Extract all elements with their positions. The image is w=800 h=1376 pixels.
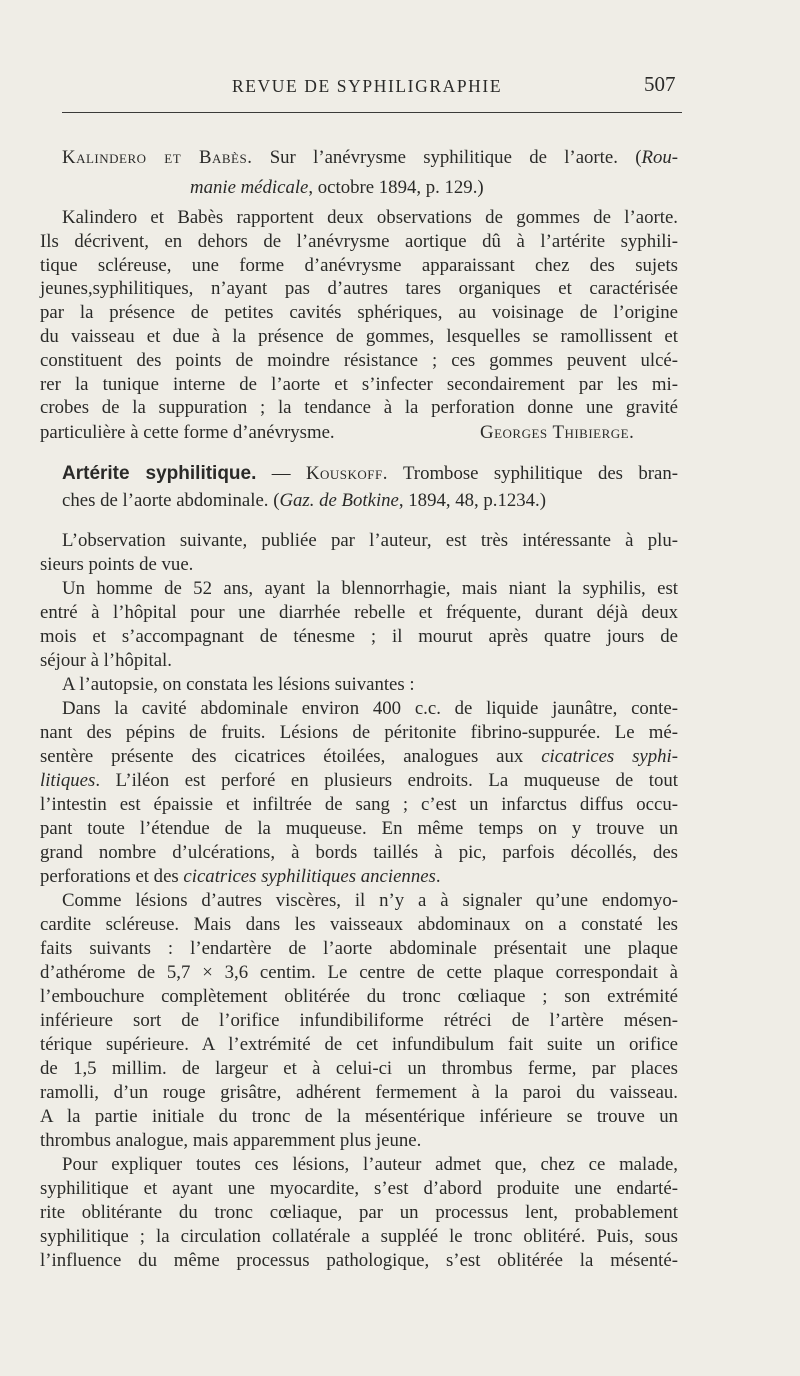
article2-body-line: litiques. L’iléon est perforé en plusieurs endroits. La muqueuse de tout	[40, 770, 678, 791]
article2-body-line: l’influence du même processus pathologique, s’est oblitérée la mésenté-	[40, 1250, 678, 1271]
article2-body-line: Dans la cavité abdominale environ 400 c.c. de liquide jaunâtre, conte-	[62, 698, 678, 719]
article2-body-line: inférieure sort de l’orifice infundibiliforme rétréci de l’artère mésen-	[40, 1010, 678, 1031]
article1-title-line2	[190, 176, 484, 200]
article2-body-line: A la partie initiale du tronc de la mésentérique inférieure se trouve un	[40, 1106, 678, 1127]
article2-title-text: Trombose syphilitique des bran-	[387, 463, 678, 484]
article1-body-line: constituent des points de moindre résistance ; ces gommes peuvent ulcé-	[40, 349, 678, 371]
article1-body-line: Ils décrivent, en dehors de l’anévrysme aortique dû à l’artérite syphili-	[40, 230, 678, 252]
article1-body-line: rer la tunique interne de l’aorte et s’infecter secondairement par les mi-	[40, 373, 678, 395]
article1-source-part1: Rou-	[641, 147, 678, 168]
article2-body-line: syphilitique et ayant une myocardite, s’est d’abord produite une endarté-	[40, 1178, 678, 1199]
article1-body-line: Kalindero et Babès rapportent deux observations de gommes de l’aorte.	[62, 207, 678, 228]
article1-body-line: du vaisseau et due à la présence de gommes, lesquelles se ramollissent et	[40, 326, 678, 347]
article2-body-line: térique supérieure. A l’extrémité de cet infundibulum fait suite un orifice	[40, 1034, 678, 1055]
page-number: 507	[644, 72, 676, 96]
article1-body-line: tique scléreuse, une forme d’anévrysme apparaissant chez des sujets	[40, 254, 678, 276]
article1-last-line: particulière à cette forme d’anévrysme.	[40, 422, 335, 443]
article2-body-line: Pour expliquer toutes ces lésions, l’auteur admet que, chez ce malade,	[62, 1154, 678, 1175]
article2-body-line: Un homme de 52 ans, ayant la blennorrhagie, mais niant la syphilis, est	[62, 578, 678, 599]
article2-title-line1	[62, 462, 678, 486]
article2-title-dash: —	[256, 463, 306, 484]
article2-body-line: d’athérome de 5,7 × 3,6 centim. Le centre de cette plaque correspondait à	[40, 962, 678, 983]
article2-title-line2	[62, 489, 546, 513]
article1-body-line: crobes de la suppuration ; la tendance à la perforation donne une gravité	[40, 397, 678, 419]
article2-body-line: sieurs points de vue.	[40, 554, 194, 575]
article2-body-line: de 1,5 millim. de largeur et à celui-ci un thrombus ferme, par places	[40, 1058, 678, 1079]
article1-source-part2: manie médicale	[190, 177, 309, 198]
article2-body-line: perforations et des cicatrices syphilitiques anciennes.	[40, 866, 441, 887]
article2-body-line: nant des pépins de fruits. Lésions de péritonite fibrino-suppurée. Le mé-	[40, 722, 678, 743]
article2-body-line: L’observation suivante, publiée par l’auteur, est très intéressante à plu-	[62, 530, 678, 551]
article2-body-line: sentère présente des cicatrices étoilées, analogues aux cicatrices syphi-	[40, 746, 678, 767]
article2-body-line: ramolli, d’un rouge grisâtre, adhérent fermement à la paroi du vaisseau.	[40, 1082, 678, 1103]
article2-source-details: , 1894, 48, p.1234.)	[398, 490, 547, 511]
article2-author: Kouskoff.	[305, 463, 388, 484]
article2-body-line: l’embouchure complètement oblitérée du tronc cœliaque ; son extrémité	[40, 986, 678, 1007]
article1-body-line: jeunes,syphilitiques, n’ayant pas d’autres tares organiques et caractérisée	[40, 278, 678, 300]
article2-title-text2: ches de l’aorte abdominale. (	[62, 490, 280, 511]
article2-title-bold: Artérite syphilitique.	[62, 463, 257, 484]
article2-body-line: séjour à l’hôpital.	[40, 650, 172, 671]
article1-authors: Kalindero et Babès.	[62, 147, 253, 168]
article2-body-line: l’intestin est épaissie et infiltrée de sang ; c’est un infarctus diffus occu-	[40, 794, 678, 815]
header-rule	[62, 112, 682, 113]
article2-body-line: entré à l’hôpital pour une diarrhée rebelle et fréquente, durant déjà deux	[40, 602, 678, 623]
article1-title-line1	[62, 146, 678, 170]
article2-body-line: syphilitique ; la circulation collatérale a suppléé le tronc oblitéré. Puis, sous	[40, 1226, 678, 1247]
article2-body-line: grand nombre d’ulcérations, à bords taillés à pic, parfois décollés, des	[40, 842, 678, 863]
article2-body-line: faits suivants : l’endartère de l’aorte abdominale présentait une plaque	[40, 938, 678, 959]
article2-body-line: rite oblitérante du tronc cœliaque, par un processus lent, probablement	[40, 1202, 678, 1223]
article2-body-line: mois et s’accompagnant de ténesme ; il mourut après quatre jours de	[40, 626, 678, 647]
article2-source: Gaz. de Botkine	[279, 490, 399, 511]
running-header: REVUE DE SYPHILIGRAPHIE	[232, 76, 503, 96]
article2-body-line: A l’autopsie, on constata les lésions suivantes :	[62, 674, 415, 695]
article1-signature: Georges Thibierge.	[480, 422, 635, 443]
article1-title-text: Sur l’anévrysme syphilitique de l’aorte. (	[252, 147, 642, 168]
article2-body-line: thrombus analogue, mais apparemment plus jeune.	[40, 1130, 422, 1151]
article2-body-line: Comme lésions d’autres viscères, il n’y a à signaler qu’une endomyo-	[62, 890, 678, 911]
article1-source-details: , octobre 1894, p. 129.)	[308, 177, 484, 198]
article1-body-line: par la présence de petites cavités sphériques, au voisinage de l’origine	[40, 302, 678, 324]
article2-body-line: pant toute l’étendue de la muqueuse. En même temps on y trouve un	[40, 818, 678, 839]
article2-body-line: cardite scléreuse. Mais dans les vaisseaux abdominaux on a constaté les	[40, 914, 678, 935]
